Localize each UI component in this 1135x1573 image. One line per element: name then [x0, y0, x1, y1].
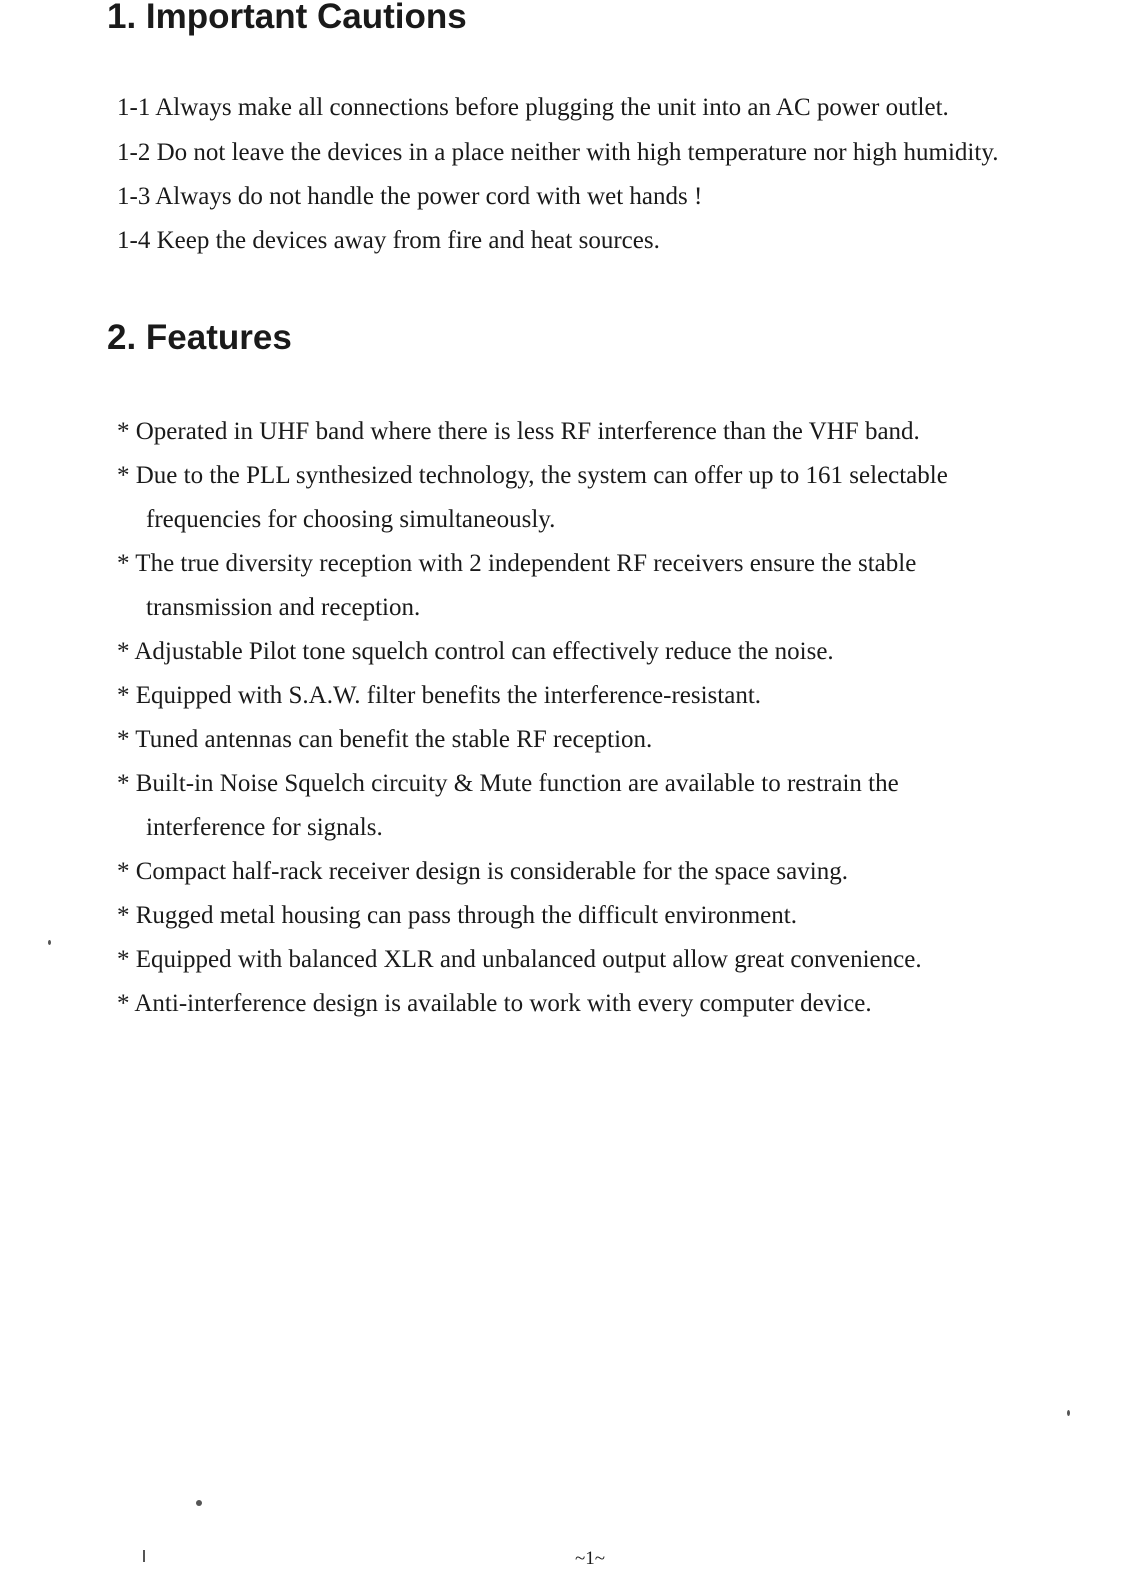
feature-item-continuation: interference for signals. — [146, 814, 383, 841]
scan-speck — [143, 1550, 145, 1562]
caution-item: 1-1 Always make all connections before plugging the unit into an AC power outlet. — [117, 94, 949, 121]
scan-speck — [1067, 1410, 1070, 1416]
feature-item: * Built-in Noise Squelch circuity & Mute function are available to restrain the — [117, 770, 899, 797]
feature-item: * Adjustable Pilot tone squelch control can effectively reduce the noise. — [117, 638, 834, 665]
feature-item: * Rugged metal housing can pass through the difficult environment. — [117, 902, 797, 929]
feature-item-continuation: transmission and reception. — [146, 594, 421, 621]
scan-speck — [48, 940, 51, 945]
feature-item: * Operated in UHF band where there is less RF interference than the VHF band. — [117, 418, 920, 445]
scan-speck — [196, 1500, 202, 1506]
section-heading-cautions: 1. Important Cautions — [107, 0, 467, 36]
feature-item: * Equipped with S.A.W. filter benefits the interference-resistant. — [117, 682, 762, 709]
caution-item: 1-3 Always do not handle the power cord with wet hands ! — [117, 183, 703, 210]
caution-item: 1-4 Keep the devices away from fire and heat sources. — [117, 227, 660, 254]
feature-item: * Compact half-rack receiver design is considerable for the space saving. — [117, 858, 848, 885]
feature-item-continuation: frequencies for choosing simultaneously. — [146, 506, 556, 533]
feature-item: * Tuned antennas can benefit the stable RF reception. — [117, 726, 653, 753]
feature-item: * The true diversity reception with 2 independent RF receivers ensure the stable — [117, 550, 917, 577]
section-heading-features: 2. Features — [107, 318, 292, 357]
feature-item: * Due to the PLL synthesized technology, the system can offer up to 161 selectable — [117, 462, 948, 489]
page-number: ~1~ — [574, 1548, 606, 1569]
feature-item: * Equipped with balanced XLR and unbalanced output allow great convenience. — [117, 946, 922, 973]
feature-item: * Anti-interference design is available to work with every computer device. — [117, 990, 872, 1017]
caution-item: 1-2 Do not leave the devices in a place neither with high temperature nor high humidity. — [117, 139, 999, 166]
